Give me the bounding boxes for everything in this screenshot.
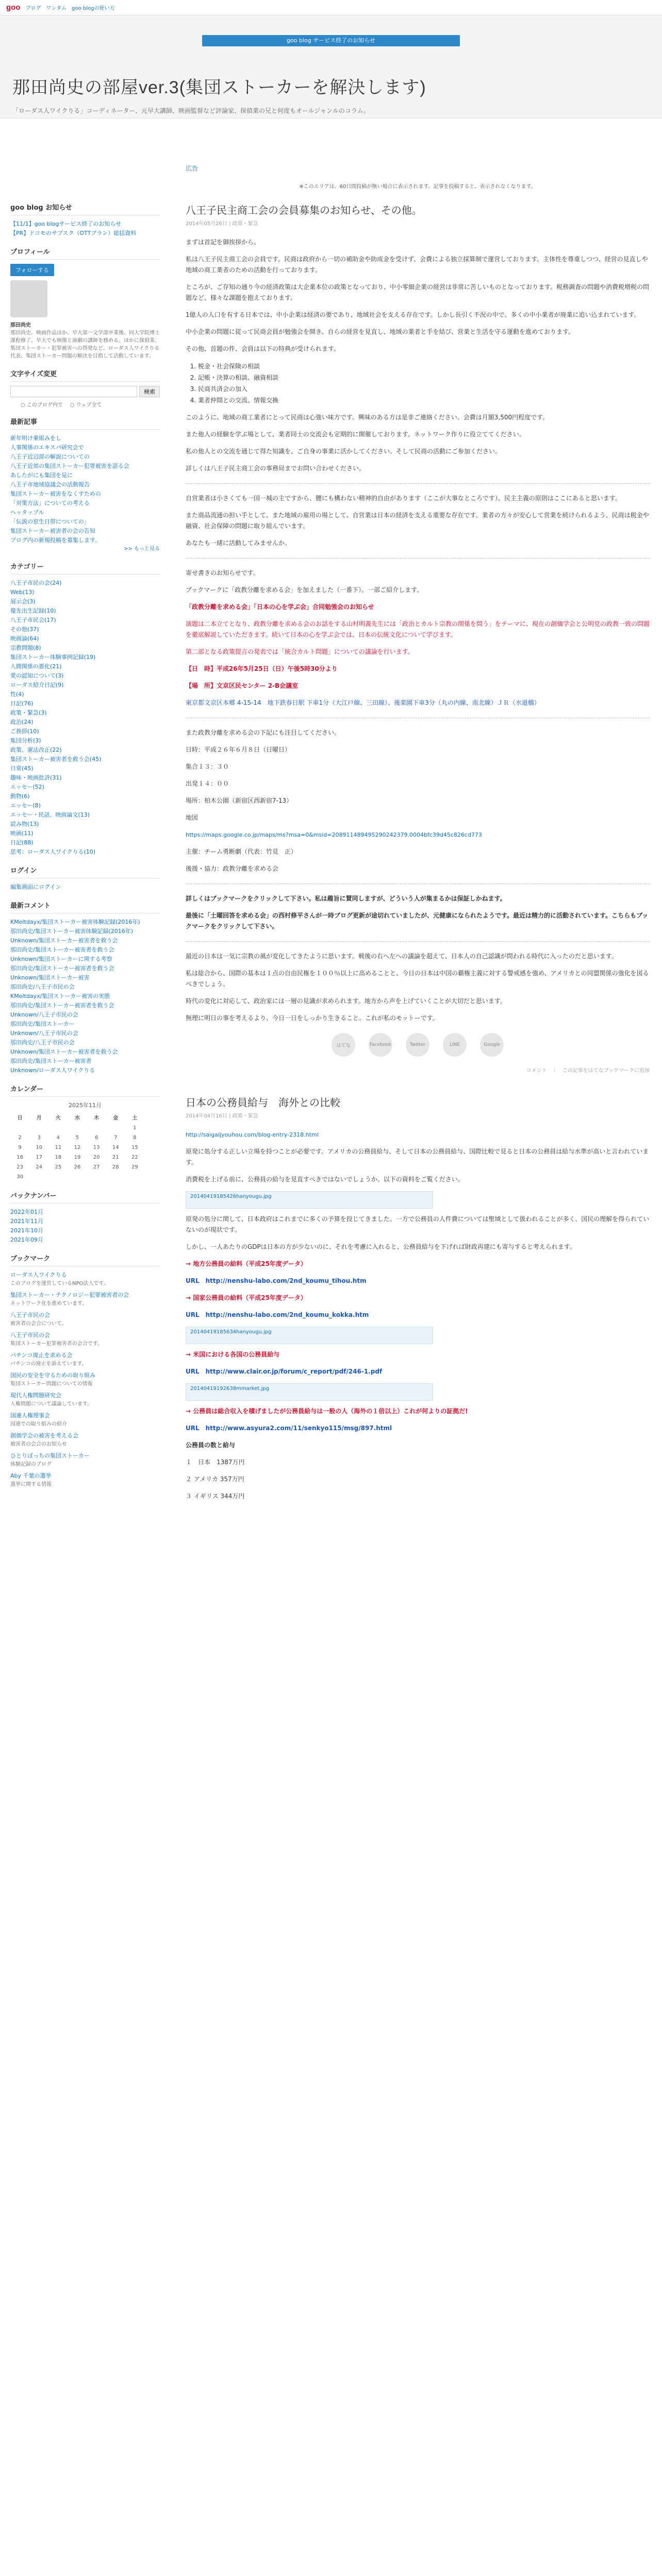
divider bbox=[186, 483, 650, 484]
category-link[interactable]: 政策・緊急(3) bbox=[10, 709, 47, 716]
post-paragraph: 私は総合から、国際の基本は１点の自由民権を１００％以上に高めることと、今日の日本は中国の覇権主義に対する警戒感を強め、アメリカとの同盟関係の強化を図るべきでしょう。 bbox=[186, 970, 649, 988]
comment-link[interactable]: Unknown/八王子市民の会 bbox=[10, 1030, 78, 1037]
category-link[interactable]: 八王子市民会(17) bbox=[10, 617, 56, 623]
bookmark-item bbox=[10, 1411, 160, 1428]
post-paragraph: 最近の日本は一気に宗教の風が変化してきたように思います。戦後の右へ左への議論を超えて、日本人の自己認識が問われる時代に入ったのだと思います。 bbox=[186, 953, 618, 960]
calendar-date: 8 bbox=[133, 1135, 137, 1141]
bookmark-desc: 被害者の会合について。 bbox=[10, 1321, 67, 1327]
calendar-date: 2 bbox=[18, 1135, 22, 1141]
category-link[interactable]: 政策、憲法改正(22) bbox=[10, 747, 62, 753]
profile-heading: プロフィール bbox=[10, 246, 160, 260]
post-paragraph: このように、地域の商工業者にとって民商は心強い味方です。興味のある方は是非ご連絡ください。会費は月額3,500円程度です。 bbox=[186, 414, 549, 421]
bookmark-desc: ネットワーク化を進めています。 bbox=[10, 1301, 88, 1307]
bookmark-desc: 被害者の会合のお知らせ bbox=[10, 1442, 67, 1447]
post-body bbox=[186, 1129, 650, 1502]
category-link[interactable]: 八王子市民の会(24) bbox=[10, 580, 62, 586]
calendar-date: 24 bbox=[36, 1164, 43, 1170]
event2-host: 主催：チーム勇断劇（代表：竹見 正） bbox=[186, 848, 297, 855]
calendar-date: 3 bbox=[37, 1135, 41, 1141]
category-link[interactable]: 優先出生記録(10) bbox=[10, 607, 56, 614]
calendar-date bbox=[48, 1123, 68, 1133]
profile-text: 那田尚史。映画作品ほか、早大第一文学部卒業後、同大学院博士課程修了、早大でも映像と演劇の講師を務める。ほかに探偵業、集団ストーカー・犯罪被害への啓発など、ローダス人ワイクりる代表。集団ストーカー問題の解決を目指して活動しています。 bbox=[10, 330, 160, 359]
site-description: 「ローダス人ワイクりる」コーディネーター、元早大講師、映画監督など評論家、探偵業の兄と何度もオールジャンルのコラム。 bbox=[12, 107, 370, 114]
bookmark-item bbox=[10, 1471, 160, 1488]
backnumber-link[interactable]: 2021年10月 bbox=[10, 1227, 43, 1234]
comment-link[interactable]: Unknown/八王子市民の会 bbox=[10, 1011, 78, 1018]
post-paragraph: 私の他人との交流を通じて得た知識を、ご自身の事業に活かしてください。そして民商の活動にご参加ください。 bbox=[186, 448, 502, 455]
calendar-day-header: 火 bbox=[55, 1115, 61, 1121]
share-google-button[interactable]: Google bbox=[480, 1033, 504, 1057]
calendar-date: 9 bbox=[18, 1145, 22, 1150]
category-link[interactable]: エッセー(52) bbox=[10, 784, 44, 790]
sidebar-calendar bbox=[0, 1083, 170, 1190]
bookmark-item bbox=[10, 1391, 160, 1408]
bookmark-link[interactable]: 創価学会の被害を考える会 bbox=[10, 1432, 78, 1439]
number-line: ２ アメリカ 357万円 bbox=[186, 1476, 244, 1483]
share-facebook-button[interactable]: Facebook bbox=[369, 1033, 392, 1057]
bookmark-item bbox=[10, 1270, 160, 1287]
calendar-date bbox=[87, 1123, 106, 1133]
blog-header bbox=[0, 15, 662, 118]
calendar-date: 19 bbox=[74, 1155, 81, 1160]
top-nav-wantam[interactable]: ワンタム bbox=[46, 6, 67, 11]
comment-link[interactable]: KMeltdayx/集団ストーカー被害の実態 bbox=[10, 993, 110, 999]
sidebar-login bbox=[0, 865, 170, 900]
category-link[interactable]: 人間関係の悪化(21) bbox=[10, 663, 62, 670]
calendar-day-header: 木 bbox=[94, 1115, 100, 1121]
bookmark-desc: 集団ストーカー問題についての情報 bbox=[10, 1381, 93, 1387]
calendar-date: 4 bbox=[56, 1135, 60, 1141]
comment-link[interactable]: 那田尚史/集団ストーカー被害体験記録(2016年) bbox=[10, 928, 134, 935]
comment-link[interactable]: 那田尚史/八王子市民の会 bbox=[10, 984, 75, 990]
post-paragraph: 詳しくは八王子民主商工会の事務局までお問い合わせください。 bbox=[186, 465, 366, 472]
category-link[interactable]: 読み物(13) bbox=[10, 821, 39, 827]
comment-link[interactable]: Unknown/集団ストーカー被害者を救う会 bbox=[10, 1048, 118, 1055]
bookmark-heading: ブックマーク bbox=[10, 1253, 160, 1266]
sidebar-bookmarks bbox=[0, 1253, 170, 1500]
comment-link[interactable]: Unknown/集団ストーカーに関する考察 bbox=[10, 956, 112, 962]
recent-post-link[interactable]: 八王子近辺部の解説についての bbox=[10, 453, 90, 460]
calendar-date: 16 bbox=[16, 1155, 23, 1160]
post-paragraph: 自営業者は小さくても一国一城の主ですから、腰にも構わない精神的自由があります（ここが大事なところです）。民主主義の原則はここにあると思います。 bbox=[186, 495, 621, 502]
figure-image[interactable]: 20140419192638mmarket.jpg bbox=[186, 1383, 433, 1401]
category-link[interactable]: 日記(88) bbox=[10, 839, 34, 846]
calendar-date: 25 bbox=[55, 1164, 62, 1170]
calendar-date bbox=[68, 1172, 87, 1182]
calendar-date: 14 bbox=[112, 1145, 119, 1150]
calendar-heading: カレンダー bbox=[10, 1083, 160, 1097]
event-body: 第二部となる政策提言の発表では「統合カルト問題」についての議論を行います。 bbox=[186, 648, 414, 655]
ref-url[interactable]: URL http://www.asyura2.com/11/senkyo115/msg/897.html bbox=[186, 1425, 392, 1432]
calendar-date bbox=[29, 1123, 48, 1133]
bookmark-desc: パチンコの廃止を訴えています。 bbox=[10, 1361, 87, 1367]
bookmark-link[interactable]: ローダス人ワイクりる bbox=[10, 1272, 67, 1278]
calendar-date: 23 bbox=[16, 1164, 23, 1170]
post-entry bbox=[186, 1094, 650, 1502]
comment-link[interactable]: Unknown/ローダス人ワイクりる bbox=[10, 1067, 95, 1074]
avatar bbox=[10, 280, 47, 317]
calendar-date: 28 bbox=[112, 1164, 119, 1170]
bookmark-link[interactable]: パチンコ廃止を求める会 bbox=[10, 1352, 73, 1359]
post-paragraph: また政教分離を求める会の下記にも注目してください。 bbox=[186, 729, 341, 736]
calendar-date: 7 bbox=[114, 1135, 118, 1141]
sidebar-recent bbox=[0, 416, 170, 561]
post-paragraph: しかし、一人あたりのGDPは日本の方が少ないのに、それを考慮に入れると、公務員給与を下げれば財政再建にも寄与すると考えられます。 bbox=[186, 1243, 576, 1250]
bookmark-item bbox=[10, 1331, 160, 1348]
calendar-day-header: 月 bbox=[36, 1115, 42, 1121]
category-link[interactable]: 思考：ローダス人ワイクりる(10) bbox=[10, 849, 96, 855]
calendar-date: 1 bbox=[133, 1125, 137, 1131]
post-paragraph: まずは首記を御挨拶から。 bbox=[186, 239, 260, 246]
bold-note: 最後に「土曜回答を求める会」の西村修平さんが一時ブログ更新が途切れていましたが、元健康になられたようです。最近は精力的に活動されています。こちらもブックマークをクリックして下さい。 bbox=[186, 912, 649, 930]
post-paragraph: 時代の変化に対応して、政治家には一層の見識が求められます。地方から声を上げていくことが大切だと思います。 bbox=[186, 997, 506, 1005]
search-input[interactable] bbox=[10, 386, 137, 397]
category-link[interactable]: 展示会(3) bbox=[10, 598, 36, 605]
post-title[interactable]: 八王子民主商工会の会員募集のお知らせ、その他。 bbox=[186, 205, 422, 216]
calendar-date: 11 bbox=[55, 1145, 62, 1150]
ref-url[interactable]: URL http://nenshu-labo.com/2nd_koumu_kokka.htm bbox=[186, 1311, 369, 1318]
post-paragraph: また商品流通の担い手として、また地域の雇用の場として、自営業は日本の経済を支える重要な存在です。業者の方々が安心して営業を続けられるよう、民商は税金や融資、社会保障の問題に取り組んでいます。 bbox=[186, 512, 649, 530]
calendar-date: 12 bbox=[74, 1145, 81, 1150]
calendar-date bbox=[29, 1172, 48, 1182]
category-link[interactable]: その他(37) bbox=[10, 626, 39, 633]
recent-post-link[interactable]: 人事関係のエキスパ研究会で bbox=[10, 444, 84, 451]
sidebar-categories bbox=[0, 561, 170, 865]
calendar-date: 13 bbox=[93, 1145, 100, 1150]
comments-heading: 最新コメント bbox=[10, 900, 160, 913]
category-link[interactable]: ローダス紹介日記(9) bbox=[10, 682, 64, 688]
recent-post-link[interactable]: 「対策方法」についての考える bbox=[10, 500, 90, 506]
category-link[interactable]: 日常(45) bbox=[10, 765, 34, 772]
calendar-date: 15 bbox=[131, 1145, 138, 1150]
ref-title: → 地方公務員の給料（平成25年度データ） bbox=[186, 1260, 307, 1267]
recent-heading: 最新記事 bbox=[10, 416, 160, 430]
bookmark-item bbox=[10, 1451, 160, 1468]
comment-link[interactable]: 那田尚史/集団ストーカー被害者を救う会 bbox=[10, 946, 114, 953]
calendar-title: 2025年11月 bbox=[69, 1102, 102, 1109]
radio-web[interactable]: ○ ウェブ全て bbox=[70, 402, 102, 408]
calendar-date: 10 bbox=[36, 1145, 43, 1150]
backnumber-heading: バックナンバー bbox=[10, 1190, 160, 1204]
benefit-list bbox=[198, 361, 650, 406]
top-bar bbox=[0, 0, 662, 15]
bookmark-item bbox=[10, 1371, 160, 1388]
sidebar-profile bbox=[0, 246, 170, 368]
recent-post-link[interactable]: 新年明け乗組みをし bbox=[10, 435, 61, 442]
recent-post-link[interactable]: 集団ストーカー被害者の会の告知 bbox=[10, 528, 95, 534]
calendar-date: 20 bbox=[93, 1155, 100, 1160]
figure-image[interactable]: 20140419185634hanyougu.jpg bbox=[186, 1327, 433, 1344]
post-meta: 2014年04月16日 | 政策・緊急 bbox=[186, 1113, 258, 1119]
sidebar-search bbox=[0, 368, 170, 416]
share-twitter-button[interactable]: Twitter bbox=[406, 1033, 429, 1057]
recent-post-link[interactable]: 「伝説の窓生日帯についての」 bbox=[10, 518, 90, 525]
ref-title: → 公務員は総合収入を積げましたが公務員給与は一般の人（海外の１倍以上）これが何よりの証拠だ! bbox=[186, 1408, 468, 1415]
category-link[interactable]: エッセー(8) bbox=[10, 802, 41, 809]
ref-title: → 国家公務員の給料（平成25年度データ） bbox=[186, 1294, 307, 1301]
category-link[interactable]: Web(13) bbox=[10, 589, 35, 596]
bookmark-link[interactable]: Aby 千葉の選挙 bbox=[10, 1472, 52, 1479]
category-link[interactable]: 映画(11) bbox=[10, 830, 34, 837]
comment-link[interactable]: Unknown/集団ストーカー被害 bbox=[10, 974, 90, 981]
category-link[interactable]: 集団分析(3) bbox=[10, 737, 41, 744]
calendar-date: 17 bbox=[36, 1155, 43, 1160]
sidebar bbox=[0, 202, 170, 1500]
calendar-date bbox=[10, 1123, 29, 1133]
post-title[interactable]: 日本の公務員給与 海外との比較 bbox=[186, 1097, 340, 1109]
category-link[interactable]: 性(4) bbox=[10, 691, 24, 698]
comment-link[interactable]: Unknown/集団ストーカー被害者を救う会 bbox=[10, 937, 118, 944]
bookmark-item bbox=[10, 1291, 160, 1308]
recent-post-link[interactable]: 八王子市地域協議会の活動報告 bbox=[10, 481, 90, 488]
calendar-date bbox=[48, 1172, 68, 1182]
backnumber-link[interactable]: 2021年11月 bbox=[10, 1218, 43, 1225]
login-heading: ログイン bbox=[10, 865, 160, 878]
comment-link[interactable]: 那田尚史/八王子市民の会 bbox=[10, 1039, 75, 1046]
recent-post-link[interactable]: あしたがにも集団を見に bbox=[10, 472, 73, 479]
map-label: 地図 bbox=[186, 814, 198, 821]
notices-heading: goo blog お知らせ bbox=[10, 202, 160, 215]
calendar-day-header: 金 bbox=[113, 1115, 119, 1121]
post-paragraph: また他人の経験を学ぶ場として、業者同士の交流会も定期的に開催しております。ネットワーク作りに役立ててください。 bbox=[186, 431, 525, 438]
recent-post-link[interactable]: ヘッタップル bbox=[10, 509, 44, 516]
bookmark-item bbox=[10, 1311, 160, 1328]
bookmark-desc: 集団ストーカー犯罪被害者の会合です。 bbox=[10, 1341, 103, 1347]
category-link[interactable]: 映画論(64) bbox=[10, 635, 39, 642]
post-paragraph: 消費税を上げる前に、公務員の給与を見直すべきではないでしょうか。以下の資料をご覧ください。 bbox=[186, 1176, 464, 1183]
ref-url[interactable]: URL http://nenshu-labo.com/2nd_koumu_tihou.htm bbox=[186, 1277, 367, 1284]
post-paragraph: ブックマークに「政教分離を求める会」を加えました（一番下）。一部ご紹介します。 bbox=[186, 586, 423, 594]
post-paragraph: ところが、ご存知の通り今の経済政策は大企業本位の政策となっており、中小零細企業の経営は非常に苦しいものとなっております。税務調査の問題や消費税増税の問題など、様々な課題を抱えております。 bbox=[186, 283, 650, 301]
calendar-date bbox=[106, 1123, 125, 1133]
bookmark-link[interactable]: 集団ストーカー・テクノロジー犯罪被害者の会 bbox=[10, 1292, 129, 1298]
calendar-day-header: 土 bbox=[132, 1115, 138, 1121]
search-heading: 文字サイズ変更 bbox=[10, 368, 160, 382]
ref-title: 公務員の数と給与 bbox=[186, 1442, 236, 1449]
recent-post-link[interactable]: ブログ内の新規投稿を募集します。 bbox=[10, 537, 101, 544]
calendar-date bbox=[68, 1123, 87, 1133]
bookmark-item bbox=[10, 1431, 160, 1448]
post-paragraph: 無理に明日の事を考えるより、今日一日をしっかり生きること。これが私のモットーです。 bbox=[186, 1014, 439, 1022]
bookmark-item bbox=[10, 1351, 160, 1368]
calendar-date: 29 bbox=[131, 1164, 138, 1170]
calendar-day-header: 水 bbox=[74, 1115, 80, 1121]
event2-support: 後援・協力：政教分離を求める会 bbox=[186, 865, 279, 872]
bookmark-link[interactable]: ひとりぼっちの集団ストーカー bbox=[10, 1452, 90, 1459]
post-paragraph: 原発に処分する正しい立場を持つことが必要です。アメリカの公務員給与、そして日本の公務員給与、国際比較で見ると日本の公務員は給与水準が高いと言われています。 bbox=[186, 1148, 649, 1166]
bookmark-desc: このブログを運営しているNPO法人です。 bbox=[10, 1281, 109, 1286]
notice-link[interactable]: 【11/1】goo blogサービス終了のお知らせ bbox=[10, 221, 122, 227]
calendar-date: 22 bbox=[131, 1155, 138, 1160]
profile-name: 那田尚史 bbox=[10, 323, 31, 328]
more-link[interactable]: >> もっと見る bbox=[124, 546, 160, 552]
comment-link[interactable]: KMeltdayx/集団ストーカー被害体験記録(2016年) bbox=[10, 919, 140, 925]
number-line: ３ イギリス 344万円 bbox=[186, 1493, 245, 1500]
post-paragraph: 原発の処分に関して、日本政府はこれまでに多くの予算を投じてきました。一方で公務員の人件費については聖域として扱われることが多く、国民の理解を得られていないのが現状です。 bbox=[186, 1215, 650, 1233]
main-content bbox=[186, 164, 650, 1508]
event-title: 「政教分離を求める会」「日本の心を学ぶ会」合同勉強会のお知らせ bbox=[186, 603, 374, 611]
category-link[interactable]: 宗教問題(8) bbox=[10, 645, 41, 651]
ref-url[interactable]: URL http://www.clair.or.jp/forum/c_report/pdf/246-1.pdf bbox=[186, 1368, 383, 1375]
top-nav bbox=[26, 4, 115, 11]
calendar-table bbox=[10, 1111, 144, 1182]
calendar-date bbox=[106, 1172, 125, 1182]
category-heading: カテゴリー bbox=[10, 561, 160, 574]
calendar-date: 5 bbox=[75, 1135, 79, 1141]
search-button[interactable]: 検索 bbox=[139, 386, 160, 397]
number-line: １ 日本 1387万円 bbox=[186, 1459, 245, 1466]
post-paragraph: 1億人の人口を有する日本では、中小企業は経済の要であり、地域社会を支える存在です。しかし長引く不況の中で、多くの中小業者が廃業に追い込まれています。 bbox=[186, 311, 640, 318]
bookmark-desc: 選挙に関する情報 bbox=[10, 1482, 52, 1487]
calendar-date: 6 bbox=[94, 1135, 98, 1141]
ad-notice: ※このエリアは、60日間投稿が無い場合に表示されます。記事を投稿すると、表示されなくなります。 bbox=[299, 184, 536, 190]
event2-time: 集合１３：３０ bbox=[186, 763, 229, 770]
bookmark-desc: 国連での取り組みの紹介 bbox=[10, 1421, 67, 1427]
comment-link[interactable]: 那田尚史/集団ストーカー被害者 bbox=[10, 1058, 92, 1064]
top-nav-blog[interactable]: ブログ bbox=[25, 6, 41, 11]
post-link[interactable]: http://saigaijyouhou.com/blog-entry-2318.html bbox=[186, 1131, 319, 1138]
service-end-notice[interactable]: goo blog サービス終了のお知らせ bbox=[202, 35, 460, 46]
calendar-date: 21 bbox=[112, 1155, 119, 1160]
goo-logo[interactable]: goo bbox=[6, 3, 21, 12]
bold-note: 詳しくはブックマークをクリックして下さい。私は趣旨に賛同しますが、どういう人が集まるかは保証しかねます。 bbox=[186, 895, 506, 902]
event-place: 【場 所】文京区民センター 2-B会議室 bbox=[186, 682, 299, 689]
calendar-date bbox=[87, 1172, 106, 1182]
share-buttons bbox=[186, 1033, 650, 1057]
notice-link[interactable]: 【PR】ドコモのサブスク（OTTプラン）総括資料 bbox=[10, 230, 137, 236]
post-bottom-links[interactable]: コメント ｜ この記事をはてなブックマークに追加 bbox=[526, 1068, 650, 1074]
list-item: 3. 民商共済会の加入 bbox=[198, 383, 650, 395]
category-link[interactable]: 趣味・映画批評(31) bbox=[10, 774, 62, 781]
category-link[interactable]: 動物(6) bbox=[10, 793, 30, 800]
ad-label: 広告 bbox=[186, 165, 198, 172]
sidebar-notices bbox=[0, 202, 170, 246]
follow-button[interactable]: フォローする bbox=[10, 264, 54, 276]
calendar-date: 30 bbox=[16, 1174, 23, 1180]
post-paragraph: 私は八王子民主商工会の会員です。民商は政府から一切の補助金や助成金を受けず、会費による独立採算制で運営しております。主体性を尊重しつつ、経営の見直しや地域の商工業者のための活動を行っております。 bbox=[186, 256, 648, 274]
post-paragraph: あなたも一緒に活動してみませんか。 bbox=[186, 539, 291, 547]
share-hatena-button[interactable]: はてな bbox=[332, 1033, 355, 1057]
calendar-date: 27 bbox=[93, 1164, 100, 1170]
category-link[interactable]: 集団ストーカー被害者を救う会(45) bbox=[10, 756, 102, 762]
comment-link[interactable]: 那田尚史/集団ストーカー被害者を救う会 bbox=[10, 1002, 114, 1009]
category-link[interactable]: エッセー・民話、映画論文(13) bbox=[10, 811, 90, 818]
event-date: 【日 時】平成26年5月25日（日）午後5時30分より bbox=[186, 665, 338, 672]
comment-link[interactable]: 那田尚史/集団ストーカー被害者を救う会 bbox=[10, 965, 114, 972]
category-link[interactable]: 日記(76) bbox=[10, 700, 34, 707]
list-item: 4. 業者仲間との交流、情報交換 bbox=[198, 395, 650, 406]
post-paragraph: 寄せ書きのお知らせです。 bbox=[186, 569, 259, 577]
category-link[interactable]: 愛の認知について(3) bbox=[10, 672, 64, 679]
login-link[interactable]: 編集画面にログイン bbox=[10, 884, 61, 890]
post-body bbox=[186, 237, 650, 1074]
calendar-date bbox=[125, 1172, 144, 1182]
post-paragraph: 中小企業の問題に従って民商会員が勉強会を開き、自らの経営を見直し、地域の業者と手を結び、営業と生活を守る運動を進めております。 bbox=[186, 328, 575, 335]
category-link[interactable]: ご挨拶(10) bbox=[10, 728, 39, 735]
recent-post-link[interactable]: 八王子近郊の集団ストーカー犯罪被害を語る会 bbox=[10, 463, 129, 469]
map-link[interactable]: https://maps.google.co.jp/maps/ms?msa=0&msid=208911489495290242379.0004bfc39d45c826cd773 bbox=[186, 832, 482, 838]
calendar-date: 18 bbox=[55, 1155, 62, 1160]
sidebar-backnumber bbox=[0, 1190, 170, 1253]
post-paragraph: その他、首題の件、会員は以下の特典が受けられます。 bbox=[186, 345, 340, 352]
divider bbox=[186, 941, 650, 942]
bookmark-link[interactable]: 国連人権理事会 bbox=[10, 1412, 50, 1419]
bookmark-desc: 体験記録のブログ bbox=[10, 1462, 52, 1467]
category-link[interactable]: 集団ストーカー体験事例記録(19) bbox=[10, 654, 96, 660]
figure-image[interactable]: 20140419185426hanyougu.jpg bbox=[186, 1191, 433, 1209]
ref-title: → 米国における各国の公務員給与 bbox=[186, 1351, 280, 1358]
bookmark-link[interactable]: 八王子市民の会 bbox=[10, 1312, 50, 1318]
event2-place: 場所：柏木公園（新宿区西新宿7-13） bbox=[186, 797, 293, 804]
bookmark-link[interactable]: 八王子市民の会 bbox=[10, 1332, 50, 1338]
category-link[interactable]: 政治(24) bbox=[10, 719, 34, 725]
sidebar-comments bbox=[0, 900, 170, 1083]
recent-post-link[interactable]: 集団ストーカー被害をなくすための bbox=[10, 490, 101, 497]
share-line-button[interactable]: LINE bbox=[443, 1033, 467, 1057]
event2-date: 日時：平成２６年６月８日（日曜日） bbox=[186, 746, 291, 753]
comment-link[interactable]: 那田尚史/集団ストーカー bbox=[10, 1021, 75, 1027]
bookmark-desc: 人権問題について議論しています。 bbox=[10, 1401, 92, 1407]
event-body: 演題は二本立てとなり、政教分離を求める会のお話をする山村明義先生には「政治とカルト宗教の関係を問う」をテーマに、現在の創価学会と公明党の政教一致の問題を徹底解説していただきます。続いて日本の心を学ぶ会では、日本の伝統文化について学びます。 bbox=[186, 620, 650, 638]
post-entry bbox=[186, 202, 650, 1074]
event2-start: 出発１４：００ bbox=[186, 780, 229, 787]
list-item: 1. 税金・社会保険の相談 bbox=[198, 361, 650, 372]
event-address: 東京都文京区本郷 4-15-14 地下鉄春日駅 下車1分（大江戸線、三田線）、後楽園下車3分（丸の内線、南北線）ＪＲ（水道橋） bbox=[186, 699, 540, 706]
calendar-date: 26 bbox=[74, 1164, 81, 1170]
list-item: 2. 記帳・決算の相談、融資相談 bbox=[198, 372, 650, 383]
backnumber-link[interactable]: 2021年09月 bbox=[10, 1236, 43, 1243]
backnumber-link[interactable]: 2022年01月 bbox=[10, 1209, 43, 1215]
bookmark-link[interactable]: 国民の安全を守るための取り組み bbox=[10, 1372, 95, 1379]
post-meta: 2014年05月26日 | 政策・緊急 bbox=[186, 221, 258, 227]
site-title[interactable]: 那田尚史の部屋ver.3(集団ストーカーを解決します) bbox=[12, 78, 426, 97]
top-nav-howto[interactable]: goo blogの使い方 bbox=[72, 6, 115, 11]
calendar-day-header: 日 bbox=[17, 1115, 23, 1121]
radio-this-blog[interactable]: ○ このブログ内で bbox=[21, 402, 63, 408]
bookmark-link[interactable]: 現代人権問題研究会 bbox=[10, 1392, 61, 1399]
